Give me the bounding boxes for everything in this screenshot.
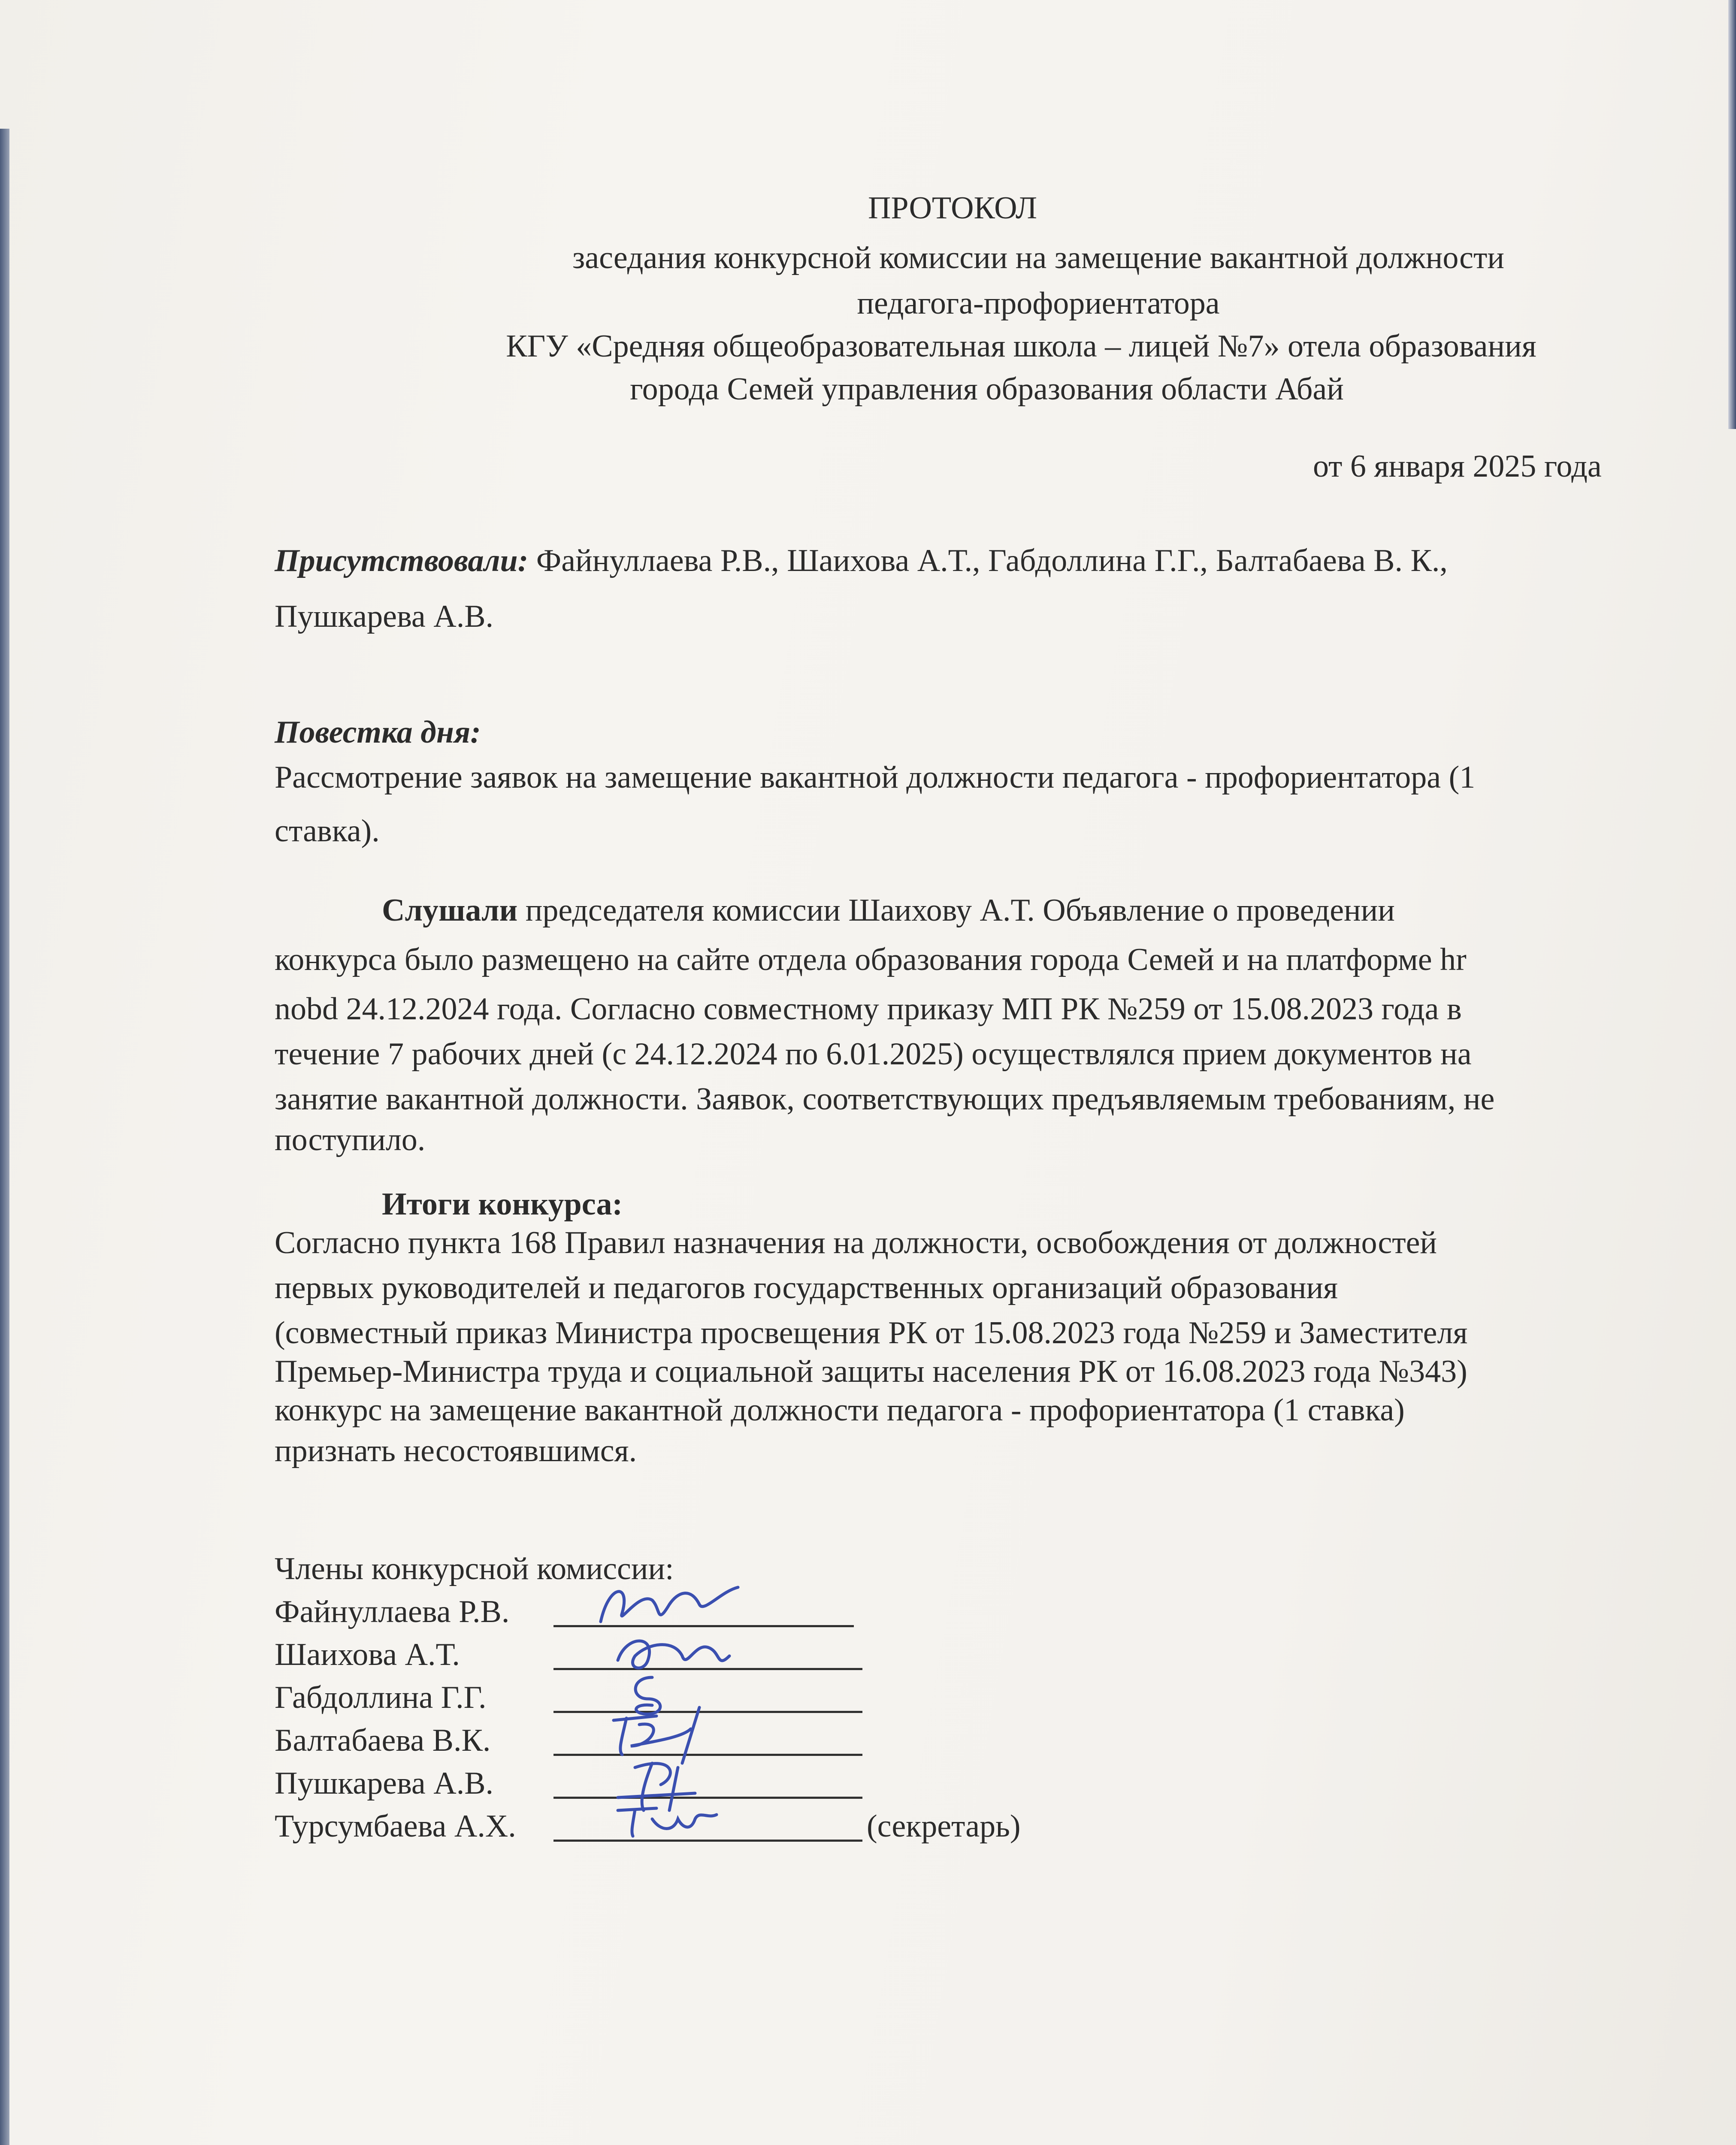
agenda-line-2: ставка). (275, 813, 380, 849)
heard-line-4: течение 7 рабочих дней (с 24.12.2024 по 6.01.2025) осуществлялся прием документов на (275, 1036, 1472, 1072)
heard-line-3: nobd 24.12.2024 года. Согласно совместному приказу МП РК №259 от 15.08.2023 года в (275, 991, 1462, 1027)
document-title: ПРОТОКОЛ (868, 190, 1037, 226)
member-name: Балтабаева В.К. (275, 1723, 491, 1758)
heard-line-2: конкурса было размещено на сайте отдела образования города Семей и на платформе hr (275, 942, 1467, 977)
results-line-1: Согласно пункта 168 Правил назначения на должности, освобождения от должностей (275, 1225, 1437, 1260)
member-name: Пушкарева А.В. (275, 1766, 494, 1801)
header-line-1: заседания конкурсной комиссии на замещение вакантной должности (572, 240, 1504, 275)
attendees-label: Присутствовали: (275, 543, 529, 578)
results-line-2: первых руководителей и педагогов государственных организаций образования (275, 1270, 1338, 1305)
heard-line-6: поступило. (275, 1122, 426, 1157)
member-name: Турсумбаева А.Х. (275, 1809, 516, 1844)
header-line-4: города Семей управления образования области Абай (630, 372, 1344, 407)
results-line-3: (совместный приказ Министра просвещения РК от 15.08.2023 года №259 и Заместителя (275, 1315, 1468, 1350)
attendees-line-1 (275, 545, 1448, 577)
secretary-role: (секретарь) (867, 1809, 1021, 1844)
header-line-3: КГУ «Средняя общеобразовательная школа – лицей №7» отела образования (506, 329, 1536, 364)
signature-image (609, 1793, 725, 1845)
page-edge-shadow-right (1728, 0, 1736, 429)
agenda-label: Повестка дня: (275, 715, 481, 750)
heard-line-5: занятие вакантной должности. Заявок, соответствующих предъявляемым требованиям, не (275, 1082, 1495, 1117)
results-label: Итоги конкурса: (382, 1187, 623, 1222)
attendees-names-1: Файнуллаева Р.В., Шаихова А.Т., Габдоллина Г.Г., Балтабаева В. К., (536, 543, 1448, 578)
member-name: Файнуллаева Р.В. (275, 1594, 510, 1629)
secretary-row (275, 1810, 516, 1842)
page-edge-shadow-left (0, 129, 9, 2145)
member-name: Шаихова А.Т. (275, 1637, 460, 1672)
heard-line-1-rest: председателя комиссии Шаихову А.Т. Объявление о проведении (525, 893, 1395, 928)
results-line-5: конкурс на замещение вакантной должности педагога - профориентатора (1 ставка) (275, 1393, 1405, 1428)
results-line-6: признать несостоявшимся. (275, 1433, 637, 1468)
header-line-2: педагога-профориентатора (857, 286, 1220, 321)
document-date: от 6 января 2025 года (1313, 449, 1602, 484)
heard-line-1 (382, 894, 1395, 926)
member-name: Габдоллина Г.Г. (275, 1680, 487, 1715)
agenda-line-1: Рассмотрение заявок на замещение вакантной должности педагога - профориентатора (1 (275, 760, 1476, 795)
heard-label: Слушали (382, 893, 518, 928)
commission-label: Члены конкурсной комиссии: (275, 1551, 674, 1586)
results-line-4: Премьер-Министра труда и социальной защиты населения РК от 16.08.2023 года №343) (275, 1354, 1467, 1389)
attendees-line-2: Пушкарева А.В. (275, 599, 494, 634)
